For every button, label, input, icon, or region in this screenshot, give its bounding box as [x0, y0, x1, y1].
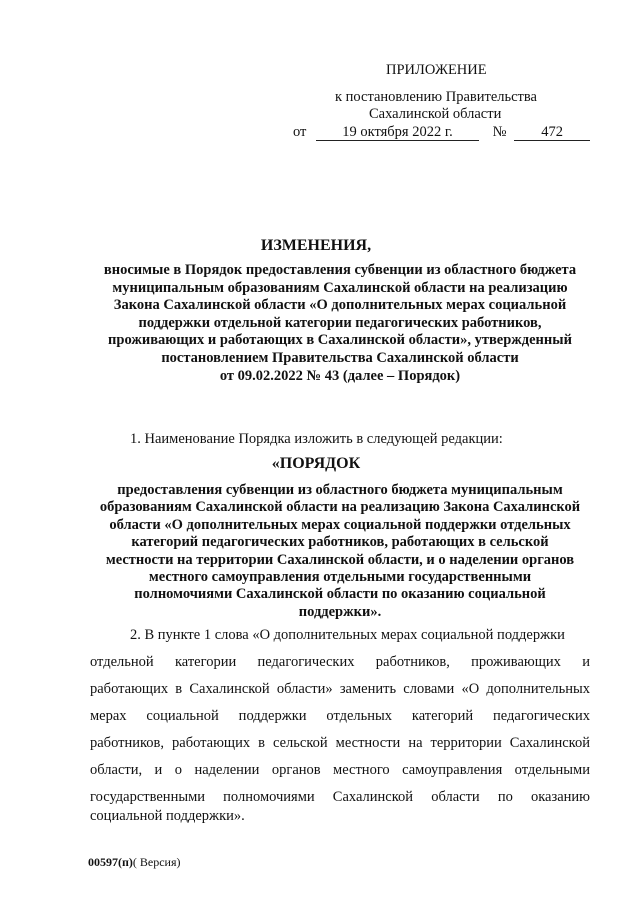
- changes-line: постановлением Правительства Сахалинской области: [161, 349, 519, 366]
- order-line: поддержки».: [298, 603, 382, 620]
- item-2-line: отдельной категории педагогических работников, проживающих и: [90, 654, 590, 670]
- changes-line: вносимые в Порядок предоставления субвенции из областного бюджета: [103, 262, 577, 278]
- order-line: местности на территории Сахалинской области, и о наделении органов: [105, 551, 575, 568]
- item-2-line: области, и о наделении органов местного самоуправления отдельными: [90, 762, 590, 778]
- appendix-title: ПРИЛОЖЕНИЕ: [386, 62, 487, 78]
- order-line: местного самоуправления отдельными государственными: [148, 569, 532, 586]
- resolution-date: 19 октября 2022 г.: [316, 124, 479, 141]
- order-line: предоставления субвенции из областного бюджета муниципальным: [117, 482, 563, 498]
- order-subtitle: [80, 482, 600, 621]
- item-2-line: социальной поддержки».: [90, 808, 245, 824]
- changes-line: муниципальным образованиям Сахалинской области на реализацию: [112, 279, 568, 296]
- item-2-line: 2. В пункте 1 слова «О дополнительных мерах социальной поддержки: [130, 627, 565, 643]
- document-version: ( Версия): [132, 855, 181, 869]
- item-2-line: государственными полномочиями Сахалинской области по оказанию: [90, 789, 590, 805]
- changes-line: поддержки отдельной категории педагогических работников,: [138, 314, 542, 331]
- document-code: 00597(п): [88, 855, 133, 869]
- appendix-line-1: к постановлению Правительства: [335, 89, 537, 105]
- resolution-number: 472: [514, 124, 590, 141]
- order-title: «ПОРЯДОК: [271, 455, 361, 472]
- changes-line: от 09.02.2022 № 43 (далее – Порядок): [219, 367, 461, 384]
- changes-line: проживающих и работающих в Сахалинской области», утвержденный: [108, 332, 572, 349]
- item-2-line: мерах социальной поддержки отдельных категорий педагогических: [90, 708, 590, 724]
- order-line: полномочиями Сахалинской области по оказанию социальной: [134, 586, 546, 603]
- number-label: №: [492, 124, 507, 140]
- item-2-line: работающих в Сахалинской области» заменить словами «О дополнительных: [90, 681, 590, 697]
- changes-line: Закона Сахалинской области «О дополнительных мерах социальной: [113, 297, 567, 314]
- order-line: категорий педагогических работников, работающих в сельской: [131, 534, 549, 551]
- changes-title: ИЗМЕНЕНИЯ,: [260, 237, 372, 254]
- document-footer: [88, 855, 181, 870]
- item-1-text: 1. Наименование Порядка изложить в следующей редакции:: [130, 431, 503, 447]
- order-line: образованиям Сахалинской области на реализацию Закона Сахалинской: [99, 499, 581, 516]
- changes-subtitle: [80, 262, 600, 385]
- date-row: [293, 124, 590, 141]
- order-line: области «О дополнительных мерах социальной поддержки отдельных: [109, 516, 571, 533]
- from-label: от: [293, 124, 307, 140]
- item-2-line: работников, работающих в сельской местности на территории Сахалинской: [90, 735, 590, 751]
- appendix-line-2: Сахалинской области: [369, 106, 502, 122]
